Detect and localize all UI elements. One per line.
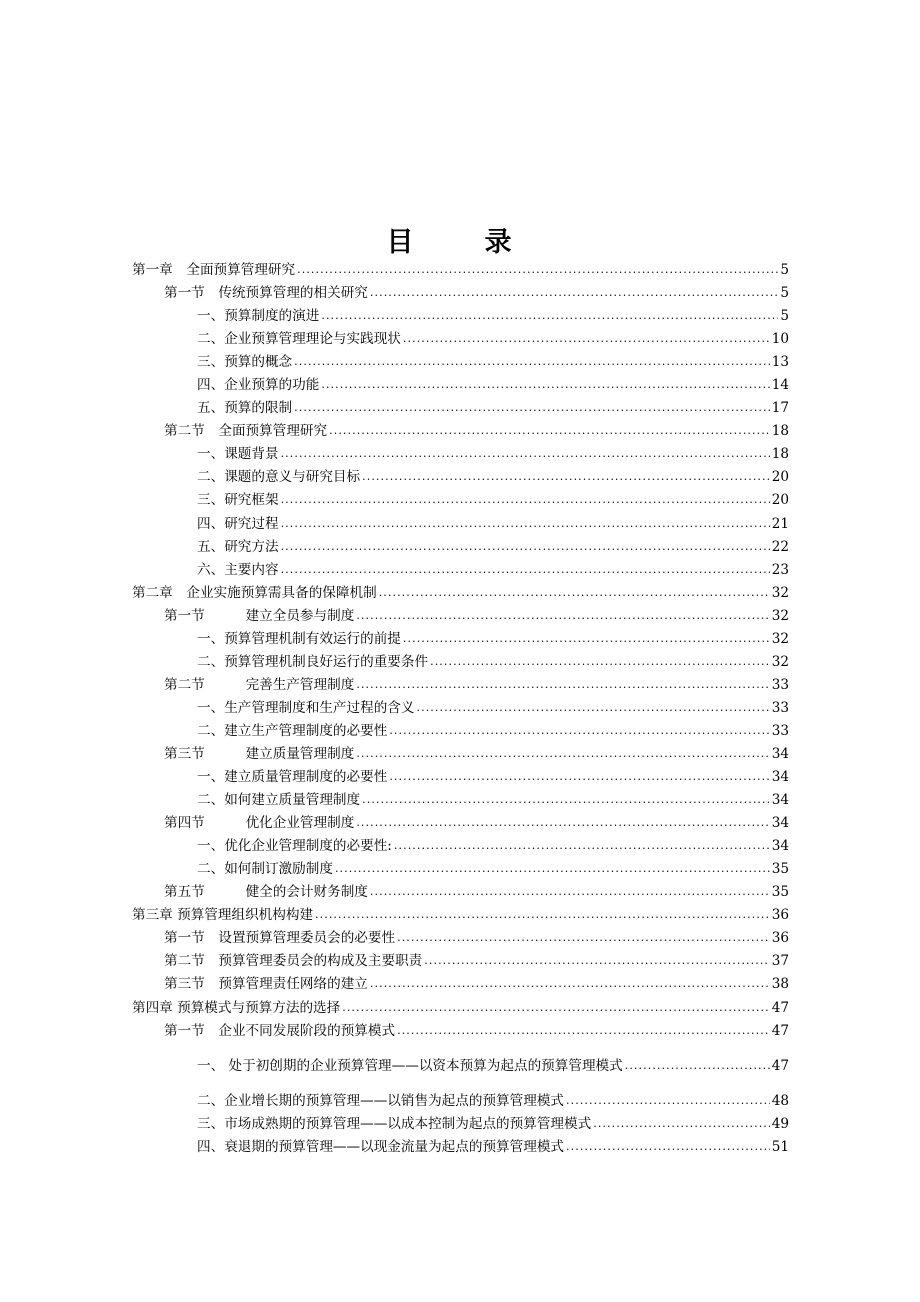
toc-dot-leader bbox=[397, 1019, 770, 1042]
toc-entry-title: 企业实施预算需具备的保障机制 bbox=[186, 584, 377, 601]
toc-entry-number: 一、 bbox=[197, 838, 225, 855]
toc-entry-number: 第二节 bbox=[164, 423, 219, 440]
toc-entry[interactable] bbox=[132, 789, 789, 812]
toc-entry-title: 全面预算管理研究 bbox=[186, 262, 296, 278]
toc-dot-leader bbox=[430, 650, 770, 673]
toc-entry-page: 35 bbox=[771, 884, 789, 901]
toc-entry[interactable] bbox=[132, 743, 789, 766]
toc-entry-number: 第四章 bbox=[132, 999, 178, 1016]
toc-entry-page: 49 bbox=[771, 1115, 789, 1132]
toc-entry-title: 预算的概念 bbox=[224, 354, 293, 371]
toc-entry-title: 完善生产管理制度 bbox=[245, 676, 355, 693]
toc-entry-number: 四、 bbox=[197, 377, 225, 394]
toc-entry-page: 13 bbox=[771, 354, 789, 371]
toc-entry-title: 预算的限制 bbox=[224, 400, 293, 417]
toc-entry-number: 三、 bbox=[197, 1115, 225, 1132]
toc-dot-leader bbox=[356, 673, 769, 696]
toc-entry[interactable] bbox=[132, 397, 789, 420]
toc-entry-title: 预算管理组织机构构建 bbox=[177, 907, 314, 924]
page-title: 目 录 bbox=[386, 227, 534, 258]
toc-entry-number: 第二节 bbox=[164, 676, 246, 693]
toc-entry[interactable] bbox=[132, 697, 789, 720]
toc-dot-leader bbox=[362, 788, 770, 811]
toc-entry-title: 研究方法 bbox=[224, 538, 279, 555]
toc-entry-page: 34 bbox=[771, 815, 789, 832]
toc-dot-leader bbox=[281, 512, 770, 535]
toc-entry-page: 37 bbox=[771, 953, 789, 970]
toc-entry-page: 20 bbox=[771, 492, 789, 509]
toc-entry-number: 一、 bbox=[197, 769, 225, 786]
toc-dot-leader bbox=[593, 1112, 769, 1135]
toc-entry[interactable] bbox=[132, 582, 789, 605]
toc-entry-title: 优化企业管理制度的必要性: bbox=[224, 838, 392, 855]
toc-entry-number: 一、 bbox=[197, 1057, 229, 1074]
toc-entry-number: 五、 bbox=[197, 538, 225, 555]
toc-dot-leader bbox=[370, 880, 770, 903]
toc-entry-number: 二、 bbox=[197, 722, 225, 739]
toc-entry[interactable] bbox=[132, 881, 789, 904]
toc-entry-page: 5 bbox=[780, 285, 789, 302]
toc-dot-leader bbox=[625, 1054, 770, 1077]
toc-dot-leader bbox=[566, 1089, 770, 1112]
toc-entry-page: 34 bbox=[771, 838, 789, 855]
toc-entry-page: 10 bbox=[771, 331, 789, 348]
toc-dot-leader bbox=[362, 465, 770, 488]
toc-entry-page: 23 bbox=[771, 561, 789, 578]
toc-dot-leader bbox=[566, 1135, 770, 1158]
toc-entry[interactable] bbox=[132, 1055, 789, 1078]
toc-entry-page: 35 bbox=[771, 861, 789, 878]
toc-entry-page: 18 bbox=[771, 446, 789, 463]
toc-entry-page: 34 bbox=[771, 745, 789, 762]
toc-entry[interactable] bbox=[132, 766, 789, 789]
toc-dot-leader bbox=[342, 996, 769, 1019]
toc-dot-leader bbox=[321, 304, 778, 327]
toc-entry-title: 优化企业管理制度 bbox=[245, 815, 355, 832]
toc-entry-title: 预算模式与预算方法的选择 bbox=[177, 999, 341, 1016]
toc-entry-title: 预算管理机制良好运行的重要条件 bbox=[224, 653, 429, 670]
toc-dot-leader bbox=[389, 719, 769, 742]
toc-entry[interactable] bbox=[132, 720, 789, 743]
toc-entry[interactable] bbox=[132, 443, 789, 466]
toc-entry[interactable] bbox=[132, 1020, 789, 1043]
toc-dot-leader bbox=[294, 396, 770, 419]
toc-entry-number: 第一章 bbox=[132, 262, 187, 278]
toc-entry-page: 5 bbox=[780, 262, 789, 278]
toc-dot-leader bbox=[329, 419, 770, 442]
toc-dot-leader bbox=[315, 903, 770, 926]
toc-entry-number: 第五节 bbox=[164, 884, 246, 901]
toc-entry-page: 36 bbox=[771, 907, 789, 924]
toc-entry-title: 课题的意义与研究目标 bbox=[224, 469, 361, 486]
toc-entry-page: 14 bbox=[771, 377, 789, 394]
toc-dot-leader bbox=[397, 926, 770, 949]
toc-entry-number: 第三节 bbox=[164, 745, 246, 762]
toc-entry-title: 主要内容 bbox=[224, 561, 279, 578]
toc-entry-page: 48 bbox=[771, 1092, 789, 1109]
toc-entry-number: 三、 bbox=[197, 354, 225, 371]
toc-dot-leader bbox=[297, 258, 778, 281]
toc-entry-number: 第三章 bbox=[132, 907, 178, 924]
toc-dot-leader bbox=[281, 488, 770, 511]
toc-entry[interactable] bbox=[132, 927, 789, 950]
toc-entry-title: 设置预算管理委员会的必要性 bbox=[218, 930, 396, 947]
toc-entry[interactable] bbox=[132, 651, 789, 674]
toc-entry-title: 预算管理机制有效运行的前提 bbox=[224, 630, 401, 647]
toc-entry-number: 二、 bbox=[197, 792, 225, 809]
toc-entry-title: 传统预算管理的相关研究 bbox=[218, 285, 368, 302]
toc-entry-number: 三、 bbox=[197, 492, 225, 509]
toc-entry[interactable] bbox=[132, 628, 789, 651]
toc-entry[interactable] bbox=[132, 1113, 789, 1136]
toc-entry[interactable] bbox=[132, 1090, 789, 1113]
toc-entry[interactable] bbox=[132, 973, 789, 996]
toc-entry-title: 企业预算管理理论与实践现状 bbox=[224, 331, 401, 348]
toc-entry-page: 33 bbox=[771, 676, 789, 693]
toc-entry-title: 衰退期的预算管理——以现金流量为起点的预算管理模式 bbox=[224, 1138, 565, 1155]
toc-entry-page: 34 bbox=[771, 769, 789, 786]
toc-entry-title: 如何建立质量管理制度 bbox=[224, 792, 361, 809]
toc-dot-leader bbox=[424, 949, 769, 972]
toc-entry-title: 处于初创期的企业预算管理——以资本预算为起点的预算管理模式 bbox=[228, 1057, 623, 1074]
toc-entry-number: 第三节 bbox=[164, 976, 219, 993]
toc-entry-title: 建立生产管理制度的必要性 bbox=[224, 722, 388, 739]
toc-entry[interactable] bbox=[132, 420, 789, 443]
toc-dot-leader bbox=[403, 327, 770, 350]
toc-entry[interactable] bbox=[132, 328, 789, 351]
toc-entry-number: 四、 bbox=[197, 515, 225, 532]
toc-entry-page: 20 bbox=[771, 469, 789, 486]
toc-entry-page: 51 bbox=[771, 1138, 789, 1155]
toc-entry-number: 一、 bbox=[197, 308, 225, 325]
toc-entry-number: 第一节 bbox=[164, 285, 219, 302]
toc-entry-page: 36 bbox=[771, 930, 789, 947]
toc-entry-page: 22 bbox=[771, 538, 789, 555]
toc-entry[interactable] bbox=[132, 812, 789, 835]
toc-entry-title: 建立全员参与制度 bbox=[245, 607, 355, 624]
toc-entry[interactable] bbox=[132, 282, 789, 305]
toc-entry-number: 第二章 bbox=[132, 584, 187, 601]
toc-entry-number: 一、 bbox=[197, 699, 225, 716]
toc-entry-page: 32 bbox=[771, 630, 789, 647]
toc-entry[interactable] bbox=[132, 513, 789, 536]
toc-entry[interactable] bbox=[132, 559, 789, 582]
toc-entry[interactable] bbox=[132, 605, 789, 628]
toc-dot-leader bbox=[294, 350, 770, 373]
toc-dot-leader bbox=[281, 558, 770, 581]
toc-entry-number: 一、 bbox=[197, 446, 225, 463]
toc-entry-title: 如何制订激励制度 bbox=[224, 861, 333, 878]
toc-entry-number: 第一节 bbox=[164, 1022, 219, 1039]
toc-dot-leader bbox=[281, 442, 770, 465]
toc-entry-title: 市场成熟期的预算管理——以成本控制为起点的预算管理模式 bbox=[224, 1115, 592, 1132]
toc-dot-leader bbox=[321, 373, 769, 396]
toc-dot-leader bbox=[394, 834, 770, 857]
toc-entry-page: 32 bbox=[771, 607, 789, 624]
toc-entry-title: 生产管理制度和生产过程的含义 bbox=[224, 699, 415, 716]
toc-entry[interactable] bbox=[132, 1136, 789, 1159]
toc-dot-leader bbox=[379, 581, 770, 604]
toc-dot-leader bbox=[417, 696, 770, 719]
toc-entry-number: 二、 bbox=[197, 861, 225, 878]
toc-entry-number: 四、 bbox=[197, 1138, 225, 1155]
toc-entry-title: 预算制度的演进 bbox=[224, 308, 320, 325]
toc-entry-title: 全面预算管理研究 bbox=[218, 423, 328, 440]
toc-entry-number: 六、 bbox=[197, 561, 225, 578]
toc-entry-title: 预算管理责任网络的建立 bbox=[218, 976, 368, 993]
toc-dot-leader bbox=[403, 627, 770, 650]
toc-entry-title: 企业预算的功能 bbox=[224, 377, 320, 394]
toc-entry[interactable] bbox=[132, 259, 789, 282]
toc-entry[interactable] bbox=[132, 351, 789, 374]
table-of-contents bbox=[132, 259, 789, 1159]
toc-dot-leader bbox=[370, 972, 770, 995]
toc-entry-number: 第二节 bbox=[164, 953, 219, 970]
toc-entry-page: 47 bbox=[771, 999, 789, 1016]
toc-entry[interactable] bbox=[132, 305, 789, 328]
toc-dot-leader bbox=[356, 742, 769, 765]
toc-entry-number: 第一节 bbox=[164, 607, 246, 624]
toc-entry-title: 企业增长期的预算管理——以销售为起点的预算管理模式 bbox=[224, 1092, 565, 1109]
toc-entry-page: 32 bbox=[771, 653, 789, 670]
toc-entry-page: 5 bbox=[780, 308, 789, 325]
toc-entry[interactable] bbox=[132, 835, 789, 858]
toc-entry[interactable] bbox=[132, 536, 789, 559]
toc-entry-title: 研究过程 bbox=[224, 515, 279, 532]
toc-entry-page: 21 bbox=[771, 515, 789, 532]
toc-entry-number: 五、 bbox=[197, 400, 225, 417]
toc-entry-number: 一、 bbox=[197, 630, 225, 647]
toc-entry-number: 二、 bbox=[197, 1092, 225, 1109]
toc-entry-page: 33 bbox=[771, 722, 789, 739]
toc-entry[interactable] bbox=[132, 374, 789, 397]
toc-entry-page: 18 bbox=[771, 423, 789, 440]
toc-entry-title: 健全的会计财务制度 bbox=[245, 884, 368, 901]
toc-dot-leader bbox=[356, 811, 769, 834]
toc-entry[interactable] bbox=[132, 997, 789, 1020]
toc-entry-page: 47 bbox=[771, 1022, 789, 1039]
toc-entry-page: 33 bbox=[771, 699, 789, 716]
toc-entry-number: 第四节 bbox=[164, 815, 246, 832]
toc-dot-leader bbox=[356, 604, 769, 627]
toc-entry[interactable] bbox=[132, 489, 789, 512]
toc-entry-page: 34 bbox=[771, 792, 789, 809]
toc-entry[interactable] bbox=[132, 674, 789, 697]
toc-dot-leader bbox=[389, 765, 769, 788]
toc-entry-number: 二、 bbox=[197, 469, 225, 486]
toc-entry-title: 建立质量管理制度 bbox=[245, 745, 355, 762]
toc-entry[interactable] bbox=[132, 466, 789, 489]
toc-entry-title: 企业不同发展阶段的预算模式 bbox=[218, 1022, 396, 1039]
toc-dot-leader bbox=[281, 535, 770, 558]
toc-entry-page: 38 bbox=[771, 976, 789, 993]
toc-entry-number: 二、 bbox=[197, 653, 225, 670]
toc-entry[interactable] bbox=[132, 950, 789, 973]
toc-dot-leader bbox=[335, 857, 770, 880]
toc-entry-page: 17 bbox=[771, 400, 789, 417]
toc-entry-title: 课题背景 bbox=[224, 446, 279, 463]
toc-entry-page: 32 bbox=[771, 584, 789, 601]
toc-entry-title: 建立质量管理制度的必要性 bbox=[224, 769, 388, 786]
toc-entry-number: 第一节 bbox=[164, 930, 219, 947]
toc-entry-page: 47 bbox=[771, 1057, 789, 1074]
toc-dot-leader bbox=[370, 281, 778, 304]
toc-entry-number: 二、 bbox=[197, 331, 225, 348]
toc-entry[interactable] bbox=[132, 904, 789, 927]
toc-entry[interactable] bbox=[132, 858, 789, 881]
toc-entry-title: 预算管理委员会的构成及主要职责 bbox=[218, 953, 423, 970]
toc-entry-title: 研究框架 bbox=[224, 492, 279, 509]
